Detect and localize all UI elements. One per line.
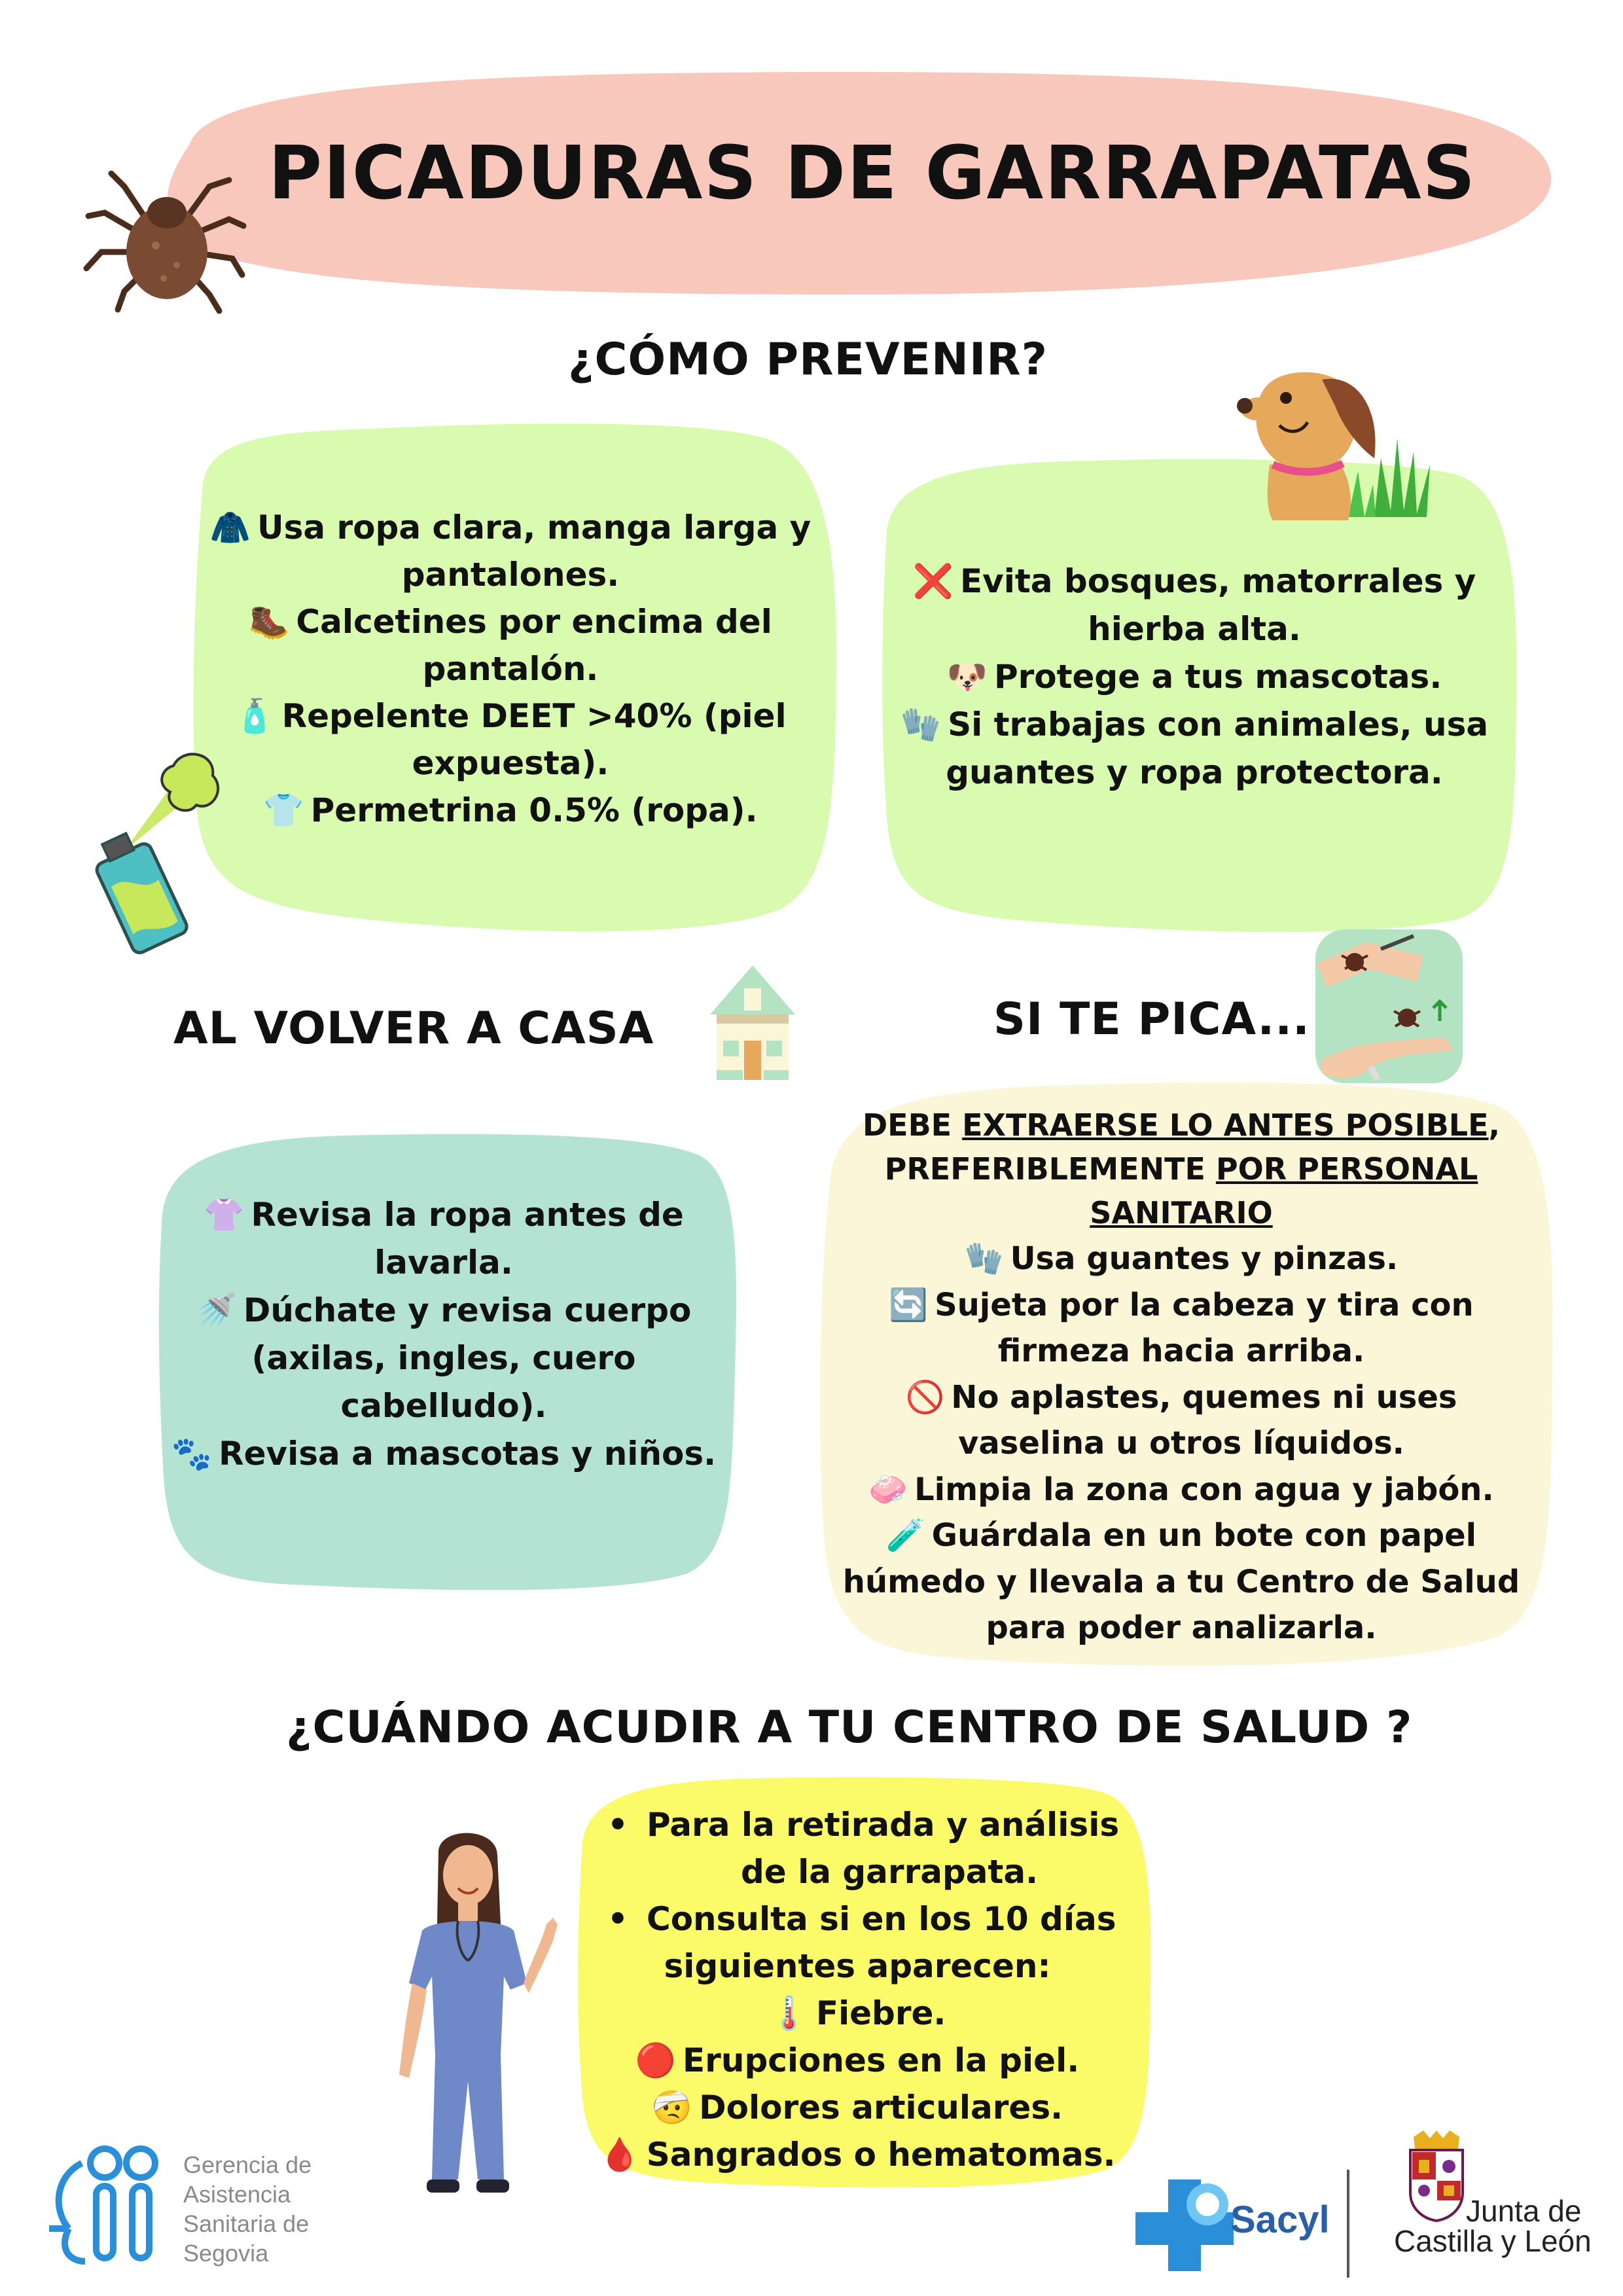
- spray-can-icon: [85, 740, 223, 956]
- list-item: 🧼 Limpia la zona con agua y jabón.: [818, 1467, 1544, 1513]
- list-item: 🚿 Dúchate y revisa cuerpo: [149, 1287, 738, 1335]
- page-title: PICADURAS DE GARRAPATAS: [268, 131, 1477, 216]
- when-list: [569, 1801, 1145, 2178]
- list-item: 🔴 Erupciones en la piel.: [569, 2037, 1145, 2084]
- list-item: (axilas, ingles, cuero cabelludo).: [251, 1339, 636, 1425]
- boot-icon: 🥾: [249, 603, 290, 641]
- list-item: ❌ Evita bosques, matorrales y: [877, 558, 1512, 605]
- tick-icon: [79, 160, 249, 317]
- list-item: expuesta).: [412, 744, 609, 782]
- list-item: 🧤 Si trabajas con animales, usa: [877, 701, 1512, 749]
- prohibited-icon: 🚫: [905, 1378, 945, 1416]
- list-item: 🚫 No aplastes, quemes ni uses: [818, 1374, 1544, 1421]
- list-item: pantalones.: [401, 556, 620, 594]
- list-item: pantalón.: [422, 650, 599, 688]
- list-item: 🔄 Sujeta por la cabeza y tira con: [818, 1282, 1544, 1329]
- gloves-icon: 🧤: [964, 1240, 1004, 1277]
- section-heading-when: ¿CUÁNDO ACUDIR A TU CENTRO DE SALUD ?: [286, 1702, 1413, 1753]
- gerencia-logo: [43, 2137, 173, 2268]
- footer-divider: [1347, 2170, 1349, 2278]
- list-item: 🐾 Revisa a mascotas y niños.: [149, 1430, 738, 1478]
- list-item: siguientes aparecen:: [664, 1947, 1051, 1985]
- blood-drop-icon: 🩸: [599, 2136, 640, 2174]
- cross-mark-icon: ❌: [912, 562, 954, 600]
- list-item: lavarla.: [374, 1244, 513, 1282]
- list-item: 🌡️ Fiebre.: [569, 1990, 1145, 2037]
- home-list: [149, 1191, 738, 1478]
- list-item: de la garrapata.: [741, 1853, 1039, 1891]
- list-item: • Consulta si en los 10 días: [607, 1900, 1116, 1938]
- list-item: 🐶 Protege a tus mascotas.: [877, 653, 1512, 701]
- dog-face-icon: 🐶: [946, 658, 988, 696]
- bite-intro: DEBE EXTRAERSE LO ANTES POSIBLE, PREFERIBLEMENTE POR PERSONAL SANITARIO: [863, 1107, 1500, 1230]
- list-item: 👕 Permetrina 0.5% (ropa).: [196, 787, 825, 834]
- list-item: 🥾 Calcetines por encima del: [196, 598, 825, 645]
- list-item: 🧪 Guárdala en un bote con papel: [818, 1513, 1544, 1559]
- paw-prints-icon: 🐾: [171, 1435, 213, 1473]
- dog-illustration-icon: [1204, 360, 1453, 524]
- list-item: firmeza hacia arriba.: [997, 1333, 1365, 1369]
- list-item: guantes y ropa protectora.: [946, 753, 1443, 791]
- red-circle-icon: 🔴: [635, 2041, 677, 2079]
- sacyl-logo: [1132, 2173, 1237, 2271]
- list-item: 🩸 Sangrados o hematomas.: [569, 2131, 1145, 2178]
- shower-icon: 🚿: [196, 1291, 237, 1329]
- list-item: húmedo y llevala a tu Centro de Salud: [842, 1563, 1520, 1600]
- bandaged-face-icon: 🤕: [651, 2089, 693, 2126]
- thermometer-icon: 🌡️: [768, 1994, 810, 2032]
- section-heading-bite: SI TE PICA...: [993, 994, 1310, 1045]
- lotion-bottle-icon: 🧴: [234, 697, 276, 735]
- arrows-cycle-icon: 🔄: [889, 1286, 929, 1323]
- soap-icon: 🧼: [868, 1471, 908, 1508]
- gerencia-text: Gerencia de Asistencia Sanitaria de Segovia: [183, 2151, 312, 2267]
- prevent-list-right: [877, 558, 1512, 797]
- coat-icon: 🧥: [209, 509, 251, 547]
- list-item: hierba alta.: [1088, 610, 1301, 648]
- junta-text: Junta de Castilla y León: [1394, 2194, 1592, 2258]
- list-item: 🤕 Dolores articulares.: [569, 2084, 1145, 2131]
- nurse-illustration-icon: [386, 1826, 563, 2206]
- list-item: • Para la retirada y análisis: [607, 1806, 1120, 1844]
- list-item: 🧤 Usa guantes y pinzas.: [818, 1236, 1544, 1282]
- list-item: 🧴 Repelente DEET >40% (piel: [196, 692, 825, 740]
- tshirt-icon: 👕: [263, 791, 304, 829]
- list-item: 🧥 Usa ropa clara, manga larga y: [196, 504, 825, 551]
- prevent-list-left: [196, 504, 825, 834]
- tick-removal-icon: [1315, 929, 1463, 1083]
- bite-list: [818, 1236, 1544, 1651]
- section-heading-prevent: ¿CÓMO PREVENIR?: [568, 334, 1048, 386]
- test-tube-icon: 🧪: [885, 1517, 925, 1554]
- gloves-icon: 🧤: [900, 706, 942, 744]
- list-item: vaselina u otros líquidos.: [958, 1425, 1404, 1462]
- list-item: 👚 Revisa la ropa antes de: [149, 1191, 738, 1239]
- list-item: para poder analizarla.: [986, 1609, 1377, 1646]
- section-heading-home: AL VOLVER A CASA: [173, 1003, 654, 1054]
- sacyl-text: Sacyl: [1230, 2198, 1330, 2241]
- blouse-icon: 👚: [204, 1196, 245, 1234]
- house-icon: [704, 962, 802, 1086]
